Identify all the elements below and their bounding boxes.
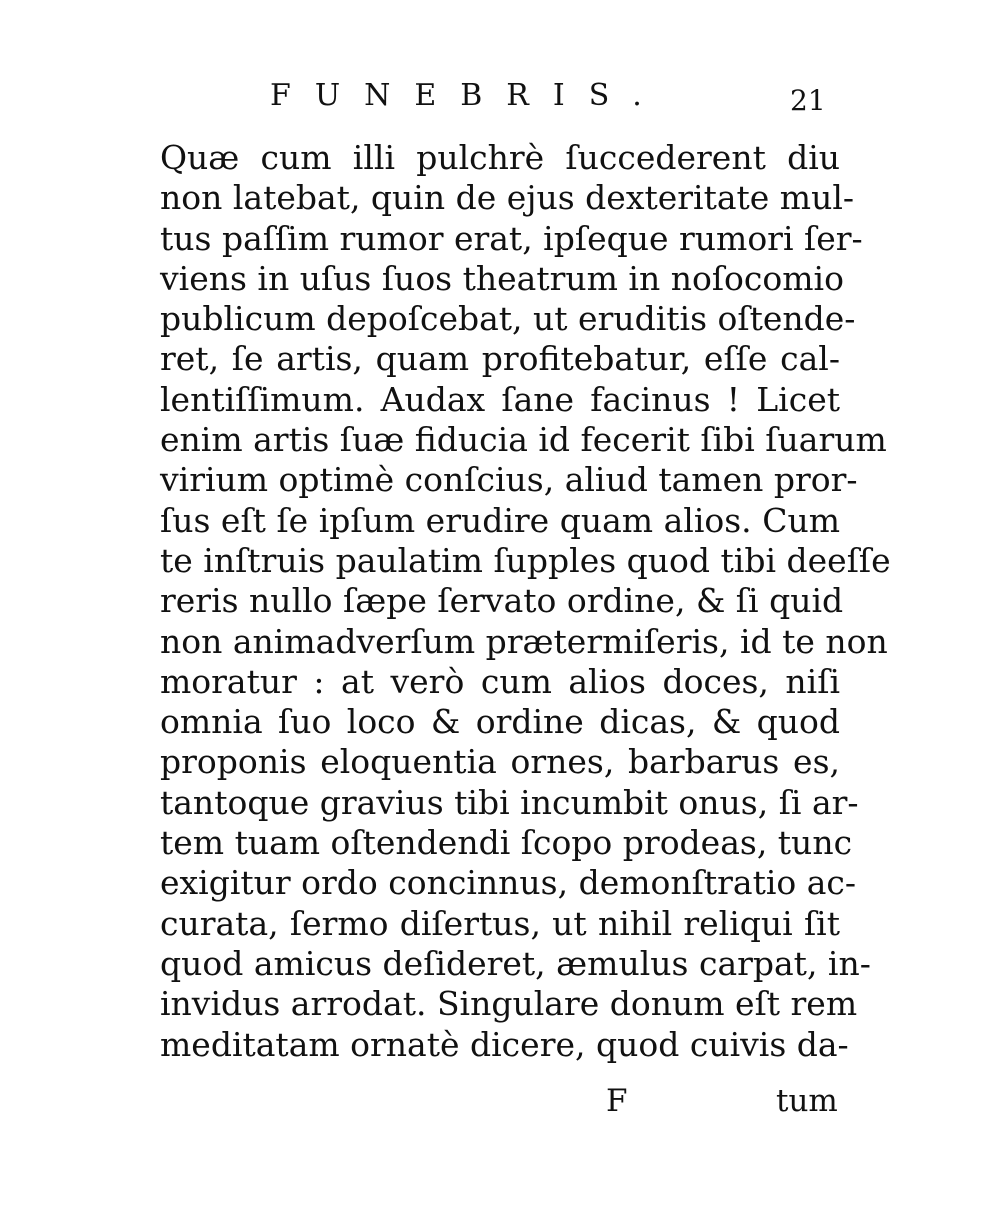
text-line: tus paſſim rumor erat, ipſeque rumori ſer- [160, 218, 863, 258]
text-line: viens in uſus ſuos theatrum in noſocomio [160, 258, 844, 298]
text-line: publicum depoſcebat, ut eruditis oſtende- [160, 299, 856, 339]
text-line: non latebat, quin de ejus dexteritate mul- [160, 178, 855, 218]
text-line: invidus arrodat. Singulare donum eſt rem [160, 984, 858, 1024]
text-line: moratur : at verò cum alios doces, niſi [160, 661, 840, 701]
text-line: enim artis ſuæ fiducia id fecerit ſibi ſuarum [160, 420, 887, 460]
text-line: tantoque gravius tibi incumbit onus, ſi ar- [160, 782, 859, 822]
text-line: meditatam ornatè dicere, quod cuivis da- [160, 1024, 849, 1064]
running-head: FUNEBRIS. [270, 78, 666, 113]
text-line: quod amicus deſideret, æmulus carpat, in- [160, 943, 871, 983]
text-line: non animadverſum prætermiſeris, id te non [160, 621, 888, 661]
text-line: lentiſſimum. Audax ſane facinus ! Licet [160, 379, 840, 419]
text-line: proponis eloquentia ornes, barbarus es, [160, 742, 840, 782]
text-line: omnia ſuo loco & ordine dicas, & quod [160, 702, 840, 742]
signature-mark: F [606, 1083, 628, 1119]
text-line: exigitur ordo concinnus, demonſtratio ac- [160, 863, 857, 903]
text-line: virium optimè conſcius, aliud tamen pror- [160, 460, 858, 500]
page-number: 21 [790, 84, 826, 117]
text-line: Quæ cum illi pulchrè ſuccederent diu [160, 138, 840, 177]
text-line: ret, ſe artis, quam profitebatur, eſſe cal- [160, 339, 840, 379]
body-text [160, 138, 891, 1065]
text-line: tem tuam oſtendendi ſcopo prodeas, tunc [160, 823, 853, 863]
text-line: ſus eſt ſe ipſum erudire quam alios. Cum [160, 500, 840, 540]
text-line: curata, ſermo diſertus, ut nihil reliqui ſit [160, 903, 840, 943]
text-line: reris nullo ſæpe ſervato ordine, & ſi quid [160, 581, 844, 621]
catchword: tum [776, 1083, 838, 1119]
text-line: te inſtruis paulatim ſupples quod tibi deeſſe [160, 540, 891, 580]
